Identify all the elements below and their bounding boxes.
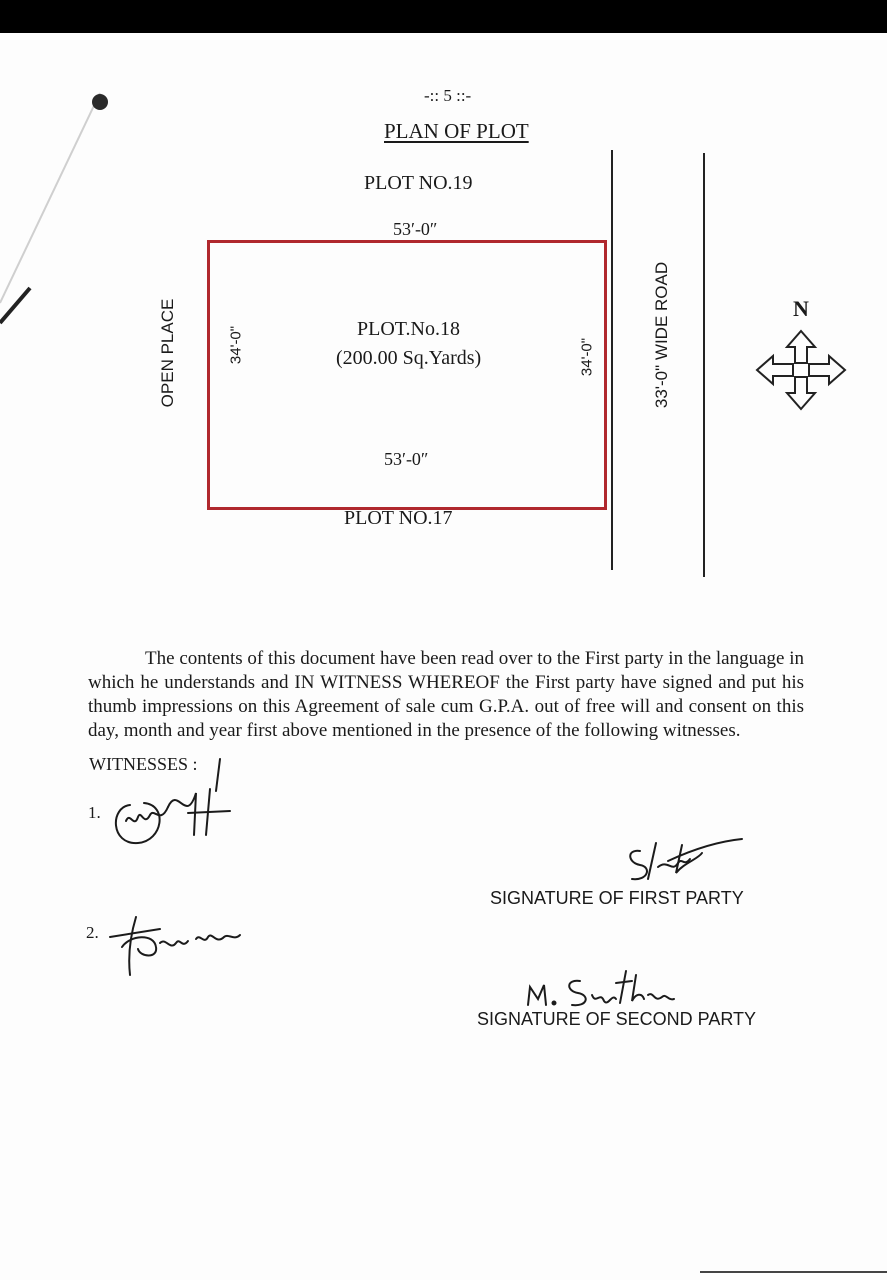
first-party-signature-label: SIGNATURE OF FIRST PARTY [490,888,744,908]
bottom-edge-line [700,1271,887,1273]
plan-heading: PLAN OF PLOT [384,119,529,143]
road-edge-right [703,153,705,577]
road-label: 33'-0" WIDE ROAD [652,261,671,409]
witness-1-number: 1. [88,803,101,822]
plot-area: (200.00 Sq.Yards) [336,347,482,369]
witness-1-signature [108,755,268,835]
witness-2-number: 2. [86,923,99,942]
north-neighbor-label: PLOT NO.19 [364,172,473,194]
witness-clause-paragraph: The contents of this document have been read over to the First party in the language in which he understands and IN WITNESS WHEREOF the First party have signed and put his thumb impressions on this Agreement of sale cum G.P.A. out of free will and consent on this day, month and year first above mentioned in the presence of the following witnesses. [88,648,804,741]
top-dimension: 53′-0″ [393,219,438,239]
plot-name: PLOT.No.18 [357,318,460,340]
road-edge-left [611,150,613,570]
south-neighbor-label: PLOT NO.17 [344,507,453,529]
second-party-signature [518,965,688,1015]
compass-icon [755,329,847,411]
bottom-dimension: 53′-0″ [384,449,429,469]
compass-north-label: N [793,296,809,321]
west-label: OPEN PLACE [158,298,177,408]
paper-fold-shadow [0,33,140,363]
right-dimension: 34'-0" [578,337,596,377]
witnesses-heading: WITNESSES : [89,754,198,774]
second-party-signature-label: SIGNATURE OF SECOND PARTY [477,1009,757,1029]
left-dimension: 34'-0" [227,325,245,365]
document-page [0,33,887,1280]
page-marker: -:: 5 ::- [424,86,472,105]
witness-2-signature [100,907,260,987]
top-black-bar [0,0,887,33]
